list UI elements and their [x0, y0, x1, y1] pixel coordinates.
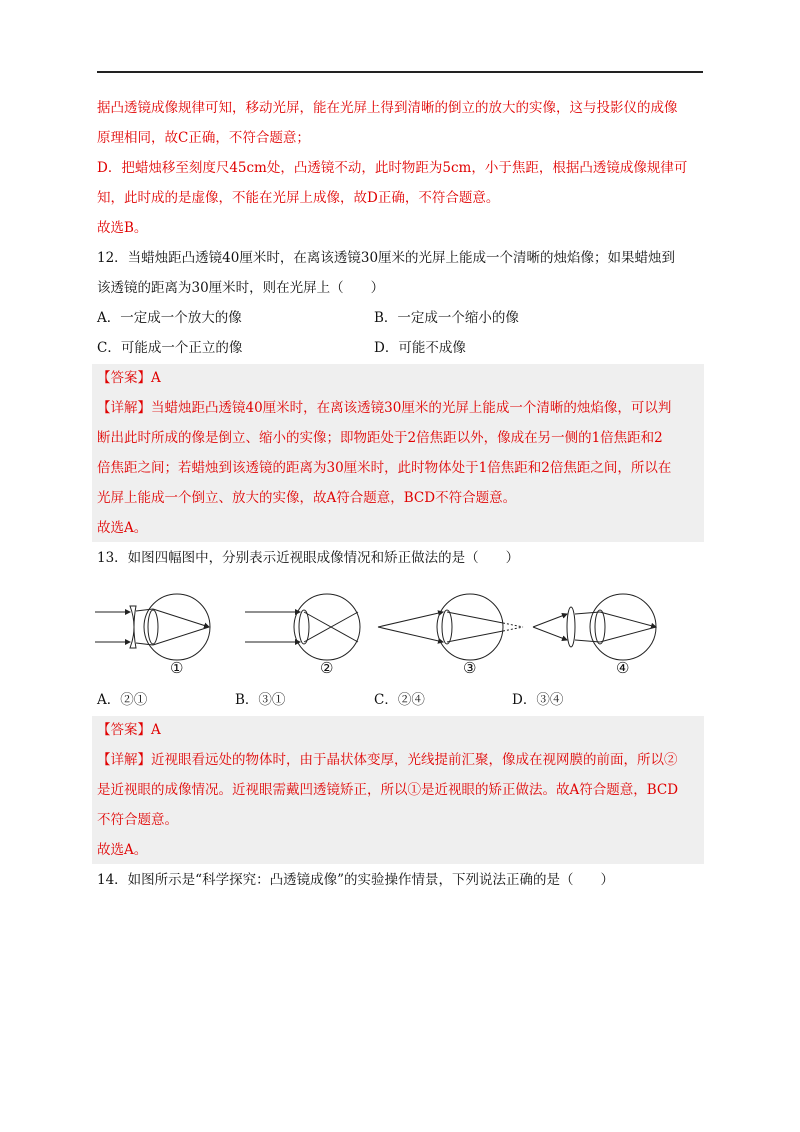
q13-fig-label-4: ④: [616, 659, 630, 677]
q12-detail-line-4: 光屏上能成一个倒立、放大的实像，故A符合题意，BCD不符合题意。: [97, 490, 517, 506]
prev-answer-line-4: 知，此时成的是虚像，不能在光屏上成像，故D正确，不符合题意。: [97, 190, 500, 206]
q13-option-b: B．③①: [235, 692, 286, 708]
q13-fig-label-1: ①: [170, 659, 184, 677]
q12-conclusion: 故选A。: [97, 520, 148, 536]
q12-option-d: D．可能不成像: [374, 340, 466, 356]
q12-answer-box: [92, 364, 704, 542]
q12-stem-line-2: 该透镜的距离为30厘米时，则在光屏上（ ）: [97, 280, 385, 296]
q12-option-a: A．一定成一个放大的像: [97, 310, 242, 326]
q12-answer: 【答案】A: [97, 370, 161, 386]
q13-detail-line-3: 不符合题意。: [97, 812, 178, 828]
prev-answer-line-2: 原理相同，故C正确，不符合题意；: [97, 130, 310, 146]
q12-stem-line-1: 12．当蜡烛距凸透镜40厘米时，在离该透镜30厘米的光屏上能成一个清晰的烛焰像；如果蜡烛到: [97, 250, 676, 266]
eye-diagram-4: [533, 594, 656, 660]
q13-detail-line-1: 【详解】近视眼看远处的物体时，由于晶状体变厚，光线提前汇聚，像成在视网膜的前面，所以②: [97, 752, 678, 768]
q14-stem: 14．如图所示是“科学探究：凸透镜成像”的实验操作情景，下列说法正确的是（ ）: [97, 872, 614, 888]
q13-fig-label-3: ③: [463, 659, 477, 677]
header-rule: [97, 71, 703, 73]
prev-answer-line-1: 据凸透镜成像规律可知，移动光屏，能在光屏上得到清晰的倒立的放大的实像，这与投影仪的成像: [97, 100, 678, 116]
q12-option-b: B．一定成一个缩小的像: [374, 310, 519, 326]
q12-detail-line-3: 倍焦距之间；若蜡烛到该透镜的距离为30厘米时，此时物体处于1倍焦距和2倍焦距之间，所以在: [97, 460, 672, 476]
q12-detail-line-1: 【详解】当蜡烛距凸透镜40厘米时，在离该透镜30厘米的光屏上能成一个清晰的烛焰像，可以判: [97, 400, 672, 416]
q13-fig-label-2: ②: [320, 659, 334, 677]
q13-stem: 13．如图四幅图中，分别表示近视眼成像情况和矫正做法的是（ ）: [97, 550, 520, 566]
q13-option-d: D．③④: [512, 692, 564, 708]
q13-option-a: A．②①: [97, 692, 148, 708]
eye-diagram-2: [245, 594, 360, 660]
q12-detail-line-2: 断出此时所成的像是倒立、缩小的实像；即物距处于2倍焦距以外，像成在另一侧的1倍焦距和2: [97, 430, 663, 446]
q12-option-c: C．可能成一个正立的像: [97, 340, 243, 356]
q13-option-c: C．②④: [374, 692, 425, 708]
prev-answer-conclusion: 故选B。: [97, 220, 148, 236]
q13-detail-line-2: 是近视眼的成像情况。近视眼需戴凹透镜矫正，所以①是近视眼的矫正做法。故A符合题意，BCD: [97, 782, 679, 798]
q13-conclusion: 故选A。: [97, 842, 148, 858]
eye-diagram-1: [95, 594, 210, 660]
q13-answer: 【答案】A: [97, 722, 161, 738]
eye-diagram-3: [378, 594, 523, 660]
prev-answer-line-3: D．把蜡烛移至刻度尺45cm处，凸透镜不动，此时物距为5cm，小于焦距，根据凸透镜成像规律可: [97, 160, 688, 176]
